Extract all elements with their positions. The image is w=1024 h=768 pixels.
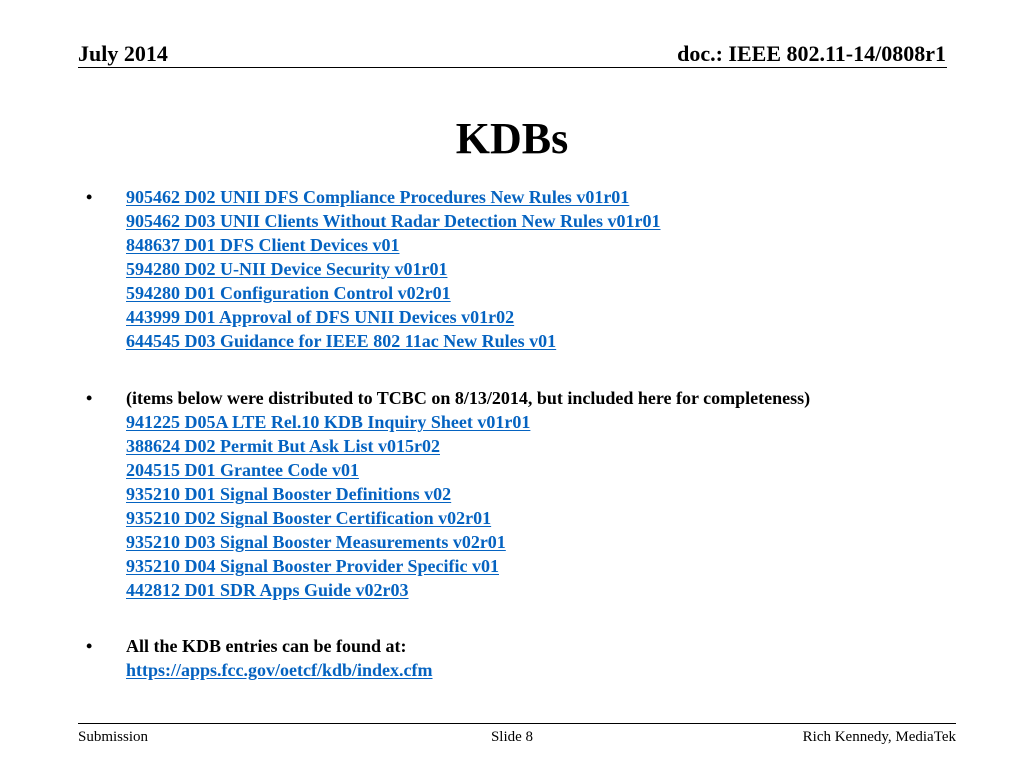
kdb-link[interactable]: 941225 D05A LTE Rel.10 KDB Inquiry Sheet v01r01 xyxy=(126,412,531,432)
kdb-link[interactable]: 848637 D01 DFS Client Devices v01 xyxy=(126,235,400,255)
kdb-link[interactable]: 935210 D04 Signal Booster Provider Specific v01 xyxy=(126,556,499,576)
footer-divider xyxy=(78,723,956,724)
kdb-link[interactable]: 905462 D02 UNII DFS Compliance Procedures New Rules v01r01 xyxy=(126,187,630,207)
kdb-source-lines xyxy=(126,634,433,682)
tcbc-note: (items below were distributed to TCBC on 8/13/2014, but included here for completeness) xyxy=(126,388,811,408)
kdb-source-url[interactable]: https://apps.fcc.gov/oetcf/kdb/index.cfm xyxy=(126,660,433,680)
kdb-link[interactable]: 935210 D02 Signal Booster Certification v02r01 xyxy=(126,508,492,528)
footer-slide-number: Slide 8 xyxy=(490,729,534,745)
kdb-link[interactable]: 388624 D02 Permit But Ask List v015r02 xyxy=(126,436,440,456)
kdb-source-label: All the KDB entries can be found at: xyxy=(126,636,407,656)
header-divider xyxy=(78,67,947,68)
kdb-link[interactable]: 905462 D03 UNII Clients Without Radar Detection New Rules v01r01 xyxy=(126,211,661,231)
kdb-link-list xyxy=(126,386,810,602)
kdb-link-list xyxy=(126,185,661,353)
kdb-link[interactable]: 594280 D02 U-NII Device Security v01r01 xyxy=(126,259,448,279)
kdb-link[interactable]: 644545 D03 Guidance for IEEE 802 11ac New Rules v01 xyxy=(126,331,557,351)
kdb-link[interactable]: 443999 D01 Approval of DFS UNII Devices v01r02 xyxy=(126,307,515,327)
bullet-marker: • xyxy=(86,388,93,408)
kdb-link[interactable]: 935210 D03 Signal Booster Measurements v02r01 xyxy=(126,532,506,552)
kdb-link[interactable]: 935210 D01 Signal Booster Definitions v02 xyxy=(126,484,452,504)
footer-submission: Submission xyxy=(78,729,149,745)
kdb-link[interactable]: 204515 D01 Grantee Code v01 xyxy=(126,460,359,480)
header-date: July 2014 xyxy=(78,41,168,66)
kdb-link[interactable]: 442812 D01 SDR Apps Guide v02r03 xyxy=(126,580,409,600)
slide-title: KDBs xyxy=(455,114,569,163)
footer-author: Rich Kennedy, MediaTek xyxy=(802,729,956,745)
kdb-link[interactable]: 594280 D01 Configuration Control v02r01 xyxy=(126,283,451,303)
bullet-marker: • xyxy=(86,636,93,656)
header-doc-id: doc.: IEEE 802.11-14/0808r1 xyxy=(677,41,946,66)
bullet-marker: • xyxy=(86,187,93,207)
